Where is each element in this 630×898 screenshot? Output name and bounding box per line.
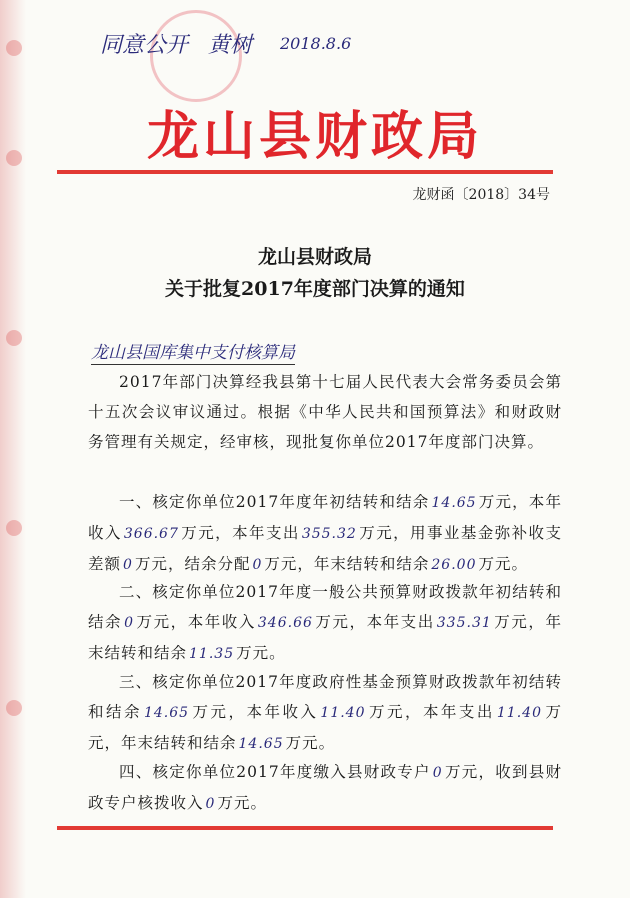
handwritten-value: 14.65 — [238, 736, 284, 752]
handwritten-value: 11.35 — [189, 646, 235, 662]
item-2-text: 万元，本年支出 — [314, 613, 435, 631]
item-1-text: 万元，结余分配 — [134, 555, 251, 573]
org-title: 龙山县财政局 — [146, 107, 483, 167]
signature: 黄树 — [208, 33, 253, 58]
approval-date: 2018.8.6 — [280, 34, 352, 53]
item-4-paragraph — [88, 757, 562, 819]
handwritten-value: 11.40 — [320, 705, 366, 721]
item-4-text: 万元，收到县财政专户核拨收入 — [88, 763, 562, 812]
item-1-text: 万元，用事业基金弥补收支差额 — [88, 524, 562, 573]
handwritten-value: 0 — [205, 796, 216, 812]
item-2-text: 万元。 — [236, 644, 286, 662]
document-number: 龙财函〔2018〕34号 — [412, 187, 550, 203]
handwritten-value: 346.66 — [257, 615, 313, 631]
item-3-text: 万元，年末结转和结余 — [88, 703, 562, 752]
handwritten-value: 26.00 — [431, 557, 477, 573]
item-3-text: 万元，本年支出 — [367, 703, 495, 721]
item-1-text: 万元，年末结转和结余 — [264, 555, 430, 573]
footer-divider — [57, 826, 553, 830]
recipient: 龙山县国库集中支付核算局 — [91, 338, 295, 365]
item-2-text: 二、核定你单位2017年度一般公共预算财政拨款年初结转和结余 — [88, 583, 562, 631]
handwritten-value: 14.65 — [143, 705, 190, 721]
item-3-text: 万元，本年收入 — [191, 703, 319, 721]
item-1-text: 万元，本年收入 — [88, 493, 562, 542]
item-3-text: 三、核定你单位2017年度政府性基金预算财政拨款年初结转和结余 — [88, 673, 562, 721]
handwritten-approval — [100, 20, 400, 74]
item-4-text: 四、核定你单位2017年度缴入县财政专户 — [119, 763, 431, 781]
stain-dot — [6, 520, 22, 536]
handwritten-value: 335.31 — [436, 615, 492, 631]
item-1-text: 万元。 — [478, 555, 528, 573]
item-2-text: 万元，年末结转和结余 — [88, 613, 562, 662]
stain-dot — [6, 40, 22, 56]
handwritten-value: 14.65 — [431, 495, 477, 511]
item-1-paragraph — [88, 487, 562, 580]
handwritten-value: 0 — [124, 615, 135, 631]
handwritten-value: 11.40 — [496, 705, 542, 721]
notice-title-line-2: 关于批复2017年度部门决算的通知 — [165, 278, 465, 300]
handwritten-value: 0 — [252, 557, 263, 573]
item-3-paragraph — [88, 667, 562, 759]
item-1-text: 万元，本年支出 — [180, 524, 300, 542]
handwritten-value: 355.32 — [301, 526, 357, 542]
stain-dot — [6, 700, 22, 716]
item-4-text: 万元。 — [217, 794, 267, 812]
item-3-text: 万元。 — [285, 734, 336, 752]
handwritten-value: 366.67 — [123, 526, 179, 542]
item-2-paragraph — [88, 577, 562, 669]
item-2-text: 万元，本年收入 — [136, 613, 256, 631]
intro-paragraph: 2017年部门决算经我县第十七届人民代表大会常务委员会第十五次会议审议通过。根据《中华人民共和国预算法》和财政财务管理有关规定，经审核，现批复你单位2017年度部门决算。 — [88, 373, 562, 451]
stain-dot — [6, 330, 22, 346]
notice-title-line-1: 龙山县财政局 — [257, 246, 372, 268]
item-1-text: 一、核定你单位2017年度年初结转和结余 — [119, 493, 430, 511]
approval-annotation: 同意公开 — [100, 33, 189, 58]
header-divider — [57, 170, 553, 174]
handwritten-value: 0 — [123, 557, 133, 573]
handwritten-value: 0 — [432, 765, 443, 781]
